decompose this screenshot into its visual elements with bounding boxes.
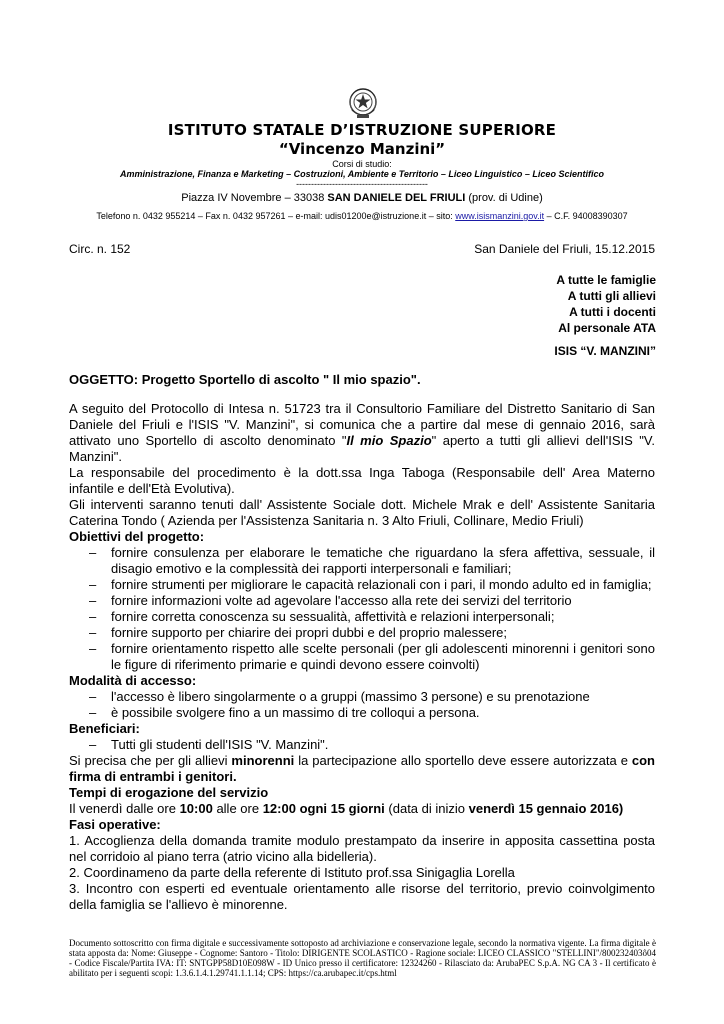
list-item: – fornire consulenza per elaborare le tematiche che riguardano la sfera affettiva, sessuale, il disagio emotivo e la complessità dei rapporti interpersonali e familiari; (89, 545, 655, 576)
service-name: Il mio Spazio (346, 433, 432, 448)
phase-item: 3. Incontro con esperti ed eventuale orientamento alle risorse del territorio, previo coinvolgimento della famiglia se l'allievo è minorenne. (69, 881, 655, 912)
list-item-text: l'accesso è libero singolarmente o a gruppi (massimo 3 persone) e su prenotazione (111, 689, 590, 704)
address-prefix: Piazza IV Novembre – 33038 (181, 192, 328, 204)
circular-number: Circ. n. 152 (69, 242, 131, 256)
times-text-start: (data di inizio (384, 801, 469, 816)
recipients-block (556, 272, 656, 336)
consent-text: Si precisa che per gli allievi (69, 753, 232, 768)
list-item: – fornire corretta conoscenza su sessualità, affettività e relazioni interpersonali; (89, 609, 555, 624)
school-website-link[interactable]: www.isismanzini.gov.it (455, 211, 545, 221)
times-paragraph (69, 801, 655, 817)
list-item: – è possibile svolgere fino a un massimo di tre colloqui a persona. (89, 705, 480, 720)
list-item-text: fornire corretta conoscenza su sessualità, affettività e relazioni interpersonali; (111, 609, 555, 624)
digital-signature-footer: Documento sottoscritto con firma digitale e successivamente sottoposto ad archiviazione e conservazione legale, secondo la normativa vigente. La firma digitale è stata apposta da: Nome: Giuseppe - Cognome: Santoro - Titolo: DIRIGENTE SCOLASTICO - Ragione sociale: LICEO CLASSICO "STELLINI"/800232403ô04 - Codice Fiscale/Partita IVA: IT: SNTGPP58D10E098W - ID Unico presso il certificatore: 12324260 - Rilasciato da: ArubaPEC S.p.A. NG CA 3 - Il certificato è abilitato per i seguenti scopi: 1.3.6.1.4.1.29741.1.1.14; CPS: https://ca.arubapec.it/cps.html (69, 938, 656, 978)
school-contacts (0, 211, 724, 221)
responsible-paragraph: La responsabile del procedimento è la dott.ssa Inga Taboga (Responsabile dell' Area Materno infantile e dell'Età Evolutiva). (69, 465, 655, 496)
school-address (0, 192, 724, 204)
address-suffix: (prov. di Udine) (465, 192, 543, 204)
list-item-text: fornire consulenza per elaborare le tematiche che riguardano la sfera affettiva, sessuale, il disagio emotivo e la complessità dei rapporti interpersonali e familiari; (111, 545, 655, 576)
list-item: – fornire strumenti per migliorare le capacità relazionali con i pari, il mondo adulto ed in famiglia; (89, 577, 652, 592)
times-text-mid: alle ore (212, 801, 263, 816)
subject-line: OGGETTO: Progetto Sportello di ascolto " Il mio spazio". (69, 372, 421, 387)
school-name: ISTITUTO STATALE D’ISTRUZIONE SUPERIORE (167, 121, 557, 139)
school-subname: “Vincenzo Manzini” (278, 140, 446, 158)
beneficiaries-list (69, 737, 655, 753)
address-city: SAN DANIELE DEL FRIULI (327, 192, 466, 204)
list-item: – l'accesso è libero singolarmente o a gruppi (massimo 3 persone) e su prenotazione (89, 689, 590, 704)
end-time-frequency: 12:00 ogni 15 giorni (262, 801, 385, 816)
place-date: San Daniele del Friuli, 15.12.2015 (474, 242, 655, 256)
intro-text-end: " aperto a tutti gli allievi dell'ISIS "V. Manzini". (69, 433, 655, 464)
objectives-heading: Obiettivi del progetto: (69, 529, 205, 544)
list-item-text: Tutti gli studenti dell'ISIS "V. Manzini". (111, 737, 329, 752)
consent-signature: con firma di entrambi i genitori. (69, 753, 655, 784)
phases-heading: Fasi operative: (69, 817, 161, 832)
start-date: venerdì 15 gennaio 2016) (468, 801, 624, 816)
beneficiaries-heading: Beneficiari: (69, 721, 140, 736)
recipient: A tutte le famiglie (556, 273, 656, 287)
times-heading: Tempi di erogazione del servizio (69, 785, 269, 800)
sender: ISIS “V. MANZINI” (554, 344, 656, 358)
staff-paragraph: Gli interventi saranno tenuti dall' Assistente Sociale dott. Michele Mrak e dell' Assistente Sanitaria Caterina Tondo ( Azienda per l'Assistenza Sanitaria n. 3 Alto Friuli, Collinare, Medio Friuli) (69, 497, 655, 528)
list-item-text: fornire informazioni volte ad agevolare l'accesso alla rete dei servizi del territorio (111, 593, 572, 608)
recipient: A tutti gli allievi (567, 289, 656, 303)
list-item-text: fornire strumenti per migliorare le capacità relazionali con i pari, il mondo adulto ed in famiglia; (111, 577, 652, 592)
start-time: 10:00 (179, 801, 213, 816)
list-item: – fornire informazioni volte ad agevolare l'accesso alla rete dei servizi del territorio (89, 593, 572, 608)
contacts-suffix: – C.F. 94008390307 (544, 211, 628, 221)
recipient: A tutti i docenti (569, 305, 656, 319)
contacts-prefix: Telefono n. 0432 955214 – Fax n. 0432 957261 – e-mail: udis01200e@istruzione.it – sito: (96, 211, 456, 221)
access-list (69, 689, 655, 721)
access-heading: Modalità di accesso: (69, 673, 197, 688)
list-item-text: fornire orientamento rispetto alle scelte personali (per gli adolescenti minorenni i genitori sono le figure di riferimento primarie e quindi devono essere coinvolti) (111, 641, 655, 672)
list-item-text: è possibile svolgere fino a un massimo di tre colloqui a persona. (111, 705, 480, 720)
courses-label: Corsi di studio: (332, 159, 392, 169)
italian-republic-emblem-icon (347, 86, 379, 120)
consent-paragraph (69, 753, 655, 785)
phase-item: 2. Coordinameno da parte della referente di Istituto prof.ssa Sinigaglia Lorella (69, 865, 515, 880)
objectives-list (69, 545, 655, 673)
letter-body (69, 401, 655, 913)
intro-paragraph (69, 401, 655, 465)
list-item: – fornire supporto per chiarire dei propri dubbi e del proprio malessere; (89, 625, 507, 640)
list-item: – Tutti gli studenti dell'ISIS "V. Manzini". (89, 737, 329, 752)
list-item-text: fornire supporto per chiarire dei propri dubbi e del proprio malessere; (111, 625, 507, 640)
consent-minors: minorenni (231, 753, 295, 768)
times-text: Il venerdì dalle ore (69, 801, 180, 816)
courses-list: Amministrazione, Finanza e Marketing – Costruzioni, Ambiente e Territorio – Liceo Linguistico – Liceo Scientifico (120, 169, 604, 179)
recipient: Al personale ATA (558, 321, 656, 335)
intro-text: A seguito del Protocollo di Intesa n. 51723 tra il Consultorio Familiare del Distretto Sanitario di San Daniele del Friuli e l'ISIS "V. Manzini", si comunica che a partire dal mese di gennaio 2016, sarà attivato uno Sportello di ascolto denominato " (69, 401, 655, 448)
phase-item: 1. Accoglienza della domanda tramite modulo prestampato da inserire in apposita cassettina posta nel corridoio al piano terra (atrio vicino alla bidelleria). (69, 833, 655, 864)
header-separator: -------------------------------------------- (296, 179, 428, 189)
list-item: – fornire orientamento rispetto alle scelte personali (per gli adolescenti minorenni i genitori sono le figure di riferimento primarie e quindi devono essere coinvolti) (89, 641, 655, 672)
consent-text-mid: la partecipazione allo sportello deve essere autorizzata e (294, 753, 632, 768)
